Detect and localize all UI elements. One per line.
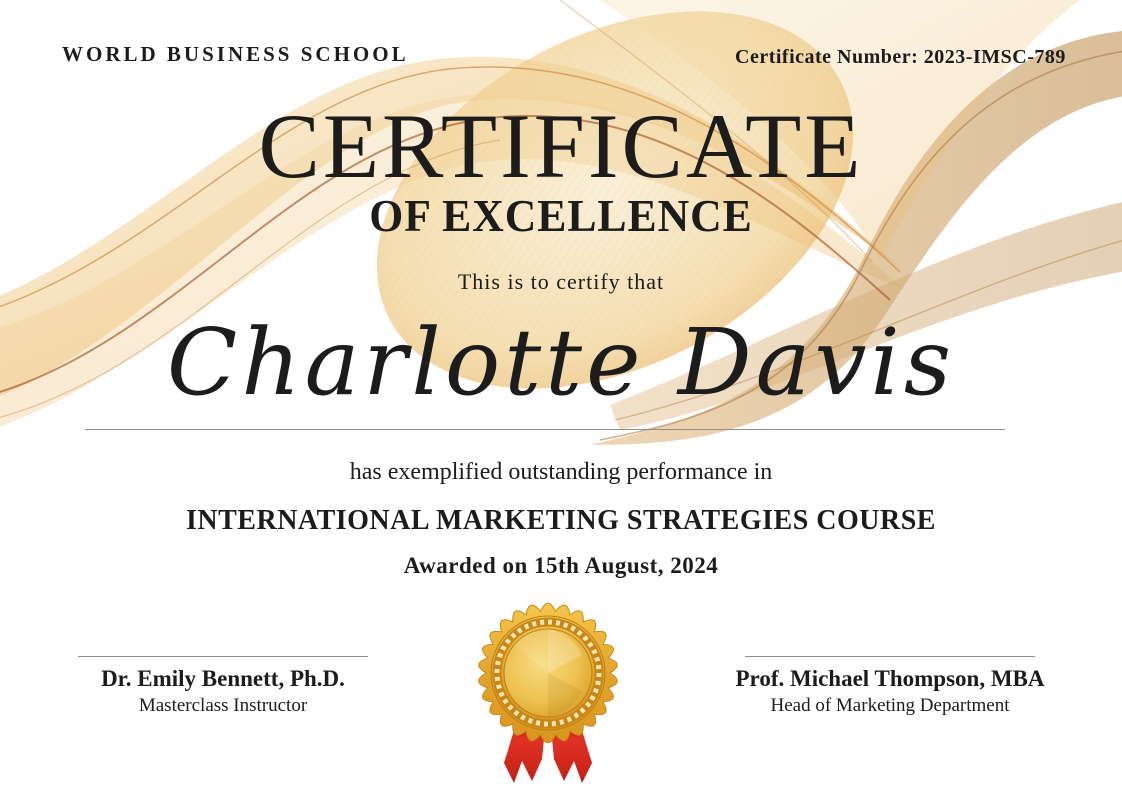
award-medal-icon [458,593,638,793]
signatory-title: Head of Marketing Department [770,694,1010,716]
school-name: WORLD BUSINESS SCHOOL [62,42,409,66]
signatory-name: Prof. Michael Thompson, MBA [735,666,1045,691]
signature-line [78,656,368,657]
certificate-title: CERTIFICATE [258,95,864,197]
certificate-subtitle: OF EXCELLENCE [369,190,753,241]
award-date-text: Awarded on 15th August, 2024 [403,553,719,578]
recipient-name: Charlotte Davis [166,309,956,416]
certificate-number: Certificate Number: 2023-IMSC-789 [735,46,1066,68]
signatory-name: Dr. Emily Bennett, Ph.D. [101,666,345,691]
signatory-title: Masterclass Instructor [138,694,308,716]
signature-line [745,656,1035,657]
course-name: INTERNATIONAL MARKETING STRATEGIES COURSE [186,505,936,536]
recipient-underline [85,429,1005,430]
performance-text: has exemplified outstanding performance in [349,459,773,485]
signature-block-instructor [53,656,393,718]
certify-text: This is to certify that [457,269,665,294]
signature-block-department-head [720,656,1060,718]
